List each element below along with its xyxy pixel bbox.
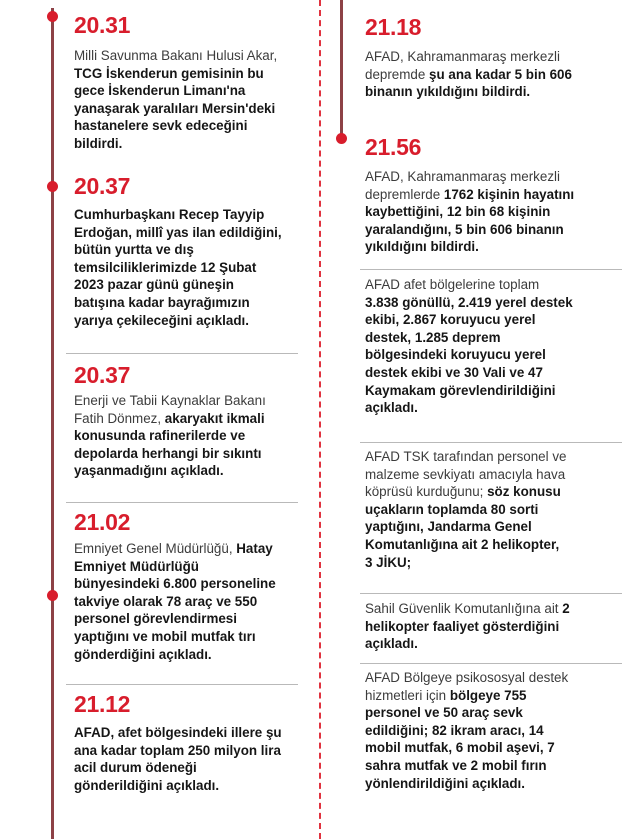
regular-text: AFAD Bölgeye psikososyal destek <box>365 670 569 685</box>
entry-time: 20.37 <box>74 173 131 199</box>
bold-text: bildirdi. <box>74 135 123 151</box>
bold-text: takviye olarak 78 araç ve 550 <box>74 593 258 609</box>
entry-line <box>365 186 574 204</box>
bold-text: temsilciliklerimizde 12 Şubat <box>74 259 257 275</box>
entry-line <box>74 117 277 135</box>
timeline-dot <box>47 590 58 601</box>
entry-line <box>365 168 574 186</box>
entry-line <box>74 462 266 480</box>
bold-text: bölgeye 755 <box>449 687 527 703</box>
entry-line <box>74 206 282 224</box>
bold-text: 1762 kişinin hayatını <box>443 186 575 202</box>
entry-line <box>74 777 282 795</box>
regular-text: Emniyet Genel Müdürlüğü, <box>74 541 237 556</box>
separator <box>360 442 622 443</box>
bold-text: uçakların toplamda 80 sorti <box>365 501 539 517</box>
entry-line <box>365 364 573 382</box>
entry-text <box>365 448 566 571</box>
bold-text: yanaşarak yaralıları Mersin'deki <box>74 100 276 116</box>
bold-text: açıkladı. <box>365 400 418 416</box>
entry-line <box>365 276 573 294</box>
bold-text: Erdoğan, millî yas ilan edildiğini, <box>74 224 282 240</box>
entry-line <box>74 410 266 428</box>
bold-text: edildiğini; 82 ikram aracı, 14 <box>365 722 544 738</box>
bold-text: Hatay <box>236 541 273 556</box>
regular-text: depremlerde <box>365 186 444 202</box>
entry-line <box>365 775 568 793</box>
entry-text <box>365 600 570 653</box>
bold-text: batışına kadar bayrağımızın <box>74 294 250 310</box>
entry-line <box>365 48 572 66</box>
entry-line <box>74 742 282 760</box>
bold-text: yaralandığını, 5 bin 606 binanın <box>365 221 564 237</box>
column-divider <box>319 0 321 839</box>
timeline-line-left <box>51 8 54 839</box>
regular-text: Sahil Güvenlik Komutanlığına ait <box>365 601 563 616</box>
entry-line <box>365 382 573 400</box>
entry-line <box>74 540 276 558</box>
entry-time: 21.18 <box>365 14 422 40</box>
bold-text: AFAD, afet bölgesindeki illere şu <box>74 725 282 740</box>
bold-text: binanın yıkıldığını bildirdi. <box>365 84 531 100</box>
entry-line <box>74 628 276 646</box>
entry-line <box>365 518 566 536</box>
entry-line <box>74 593 276 611</box>
bold-text: ekibi, 2.867 koruyucu yerel <box>365 312 536 328</box>
entry-line <box>74 610 276 628</box>
entry-line <box>74 294 282 312</box>
entry-line <box>74 558 276 576</box>
entry-line <box>74 224 282 242</box>
bold-text: gönderildiğini açıkladı. <box>74 777 220 793</box>
entry-line <box>365 83 572 101</box>
bold-text: Komutanlığına ait 2 helikopter, <box>365 536 560 552</box>
bold-text: depolarda herhangi bir sıkıntı <box>74 445 262 461</box>
regular-text: köprüsü kurduğunu; <box>365 484 488 500</box>
regular-text: Fatih Dönmez, <box>74 410 165 426</box>
bold-text: TCG İskenderun gemisinin bu <box>74 65 264 81</box>
bold-text: destek ekibi ve 30 Vali ve 47 <box>365 364 543 380</box>
entry-text <box>74 724 282 794</box>
bold-text: akaryakıt ikmali <box>164 410 265 426</box>
bold-text: mobil mutfak, 6 mobil aşevi, 7 <box>365 740 555 756</box>
bold-text: Kaymakam görevlendirildiğini <box>365 382 556 398</box>
entry-text <box>365 276 573 417</box>
bold-text: açıkladı. <box>365 636 418 652</box>
bold-text: 2 <box>562 601 570 616</box>
entry-line <box>74 427 266 445</box>
entry-line <box>74 82 277 100</box>
bold-text: yaptığını, Jandarma Genel <box>365 519 532 535</box>
right-column <box>326 0 640 839</box>
bold-text: personel ve 50 araç sevk <box>365 705 523 721</box>
entry-line <box>365 221 574 239</box>
separator <box>360 663 622 664</box>
bold-text: yaşanmadığını açıkladı. <box>74 463 224 479</box>
regular-text: AFAD afet bölgelerine toplam <box>365 277 540 292</box>
timeline-line-right <box>340 0 343 137</box>
regular-text: AFAD, Kahramanmaraş merkezli <box>365 169 560 184</box>
entry-line <box>365 203 574 221</box>
entry-line <box>74 241 282 259</box>
bold-text: 3 JİKU; <box>365 554 412 570</box>
bold-text: şu ana kadar 5 bin 606 <box>429 66 572 82</box>
regular-text: depremde <box>365 66 430 82</box>
entry-line <box>365 739 568 757</box>
entry-line <box>74 312 282 330</box>
entry-text <box>365 669 568 792</box>
bold-text: Cumhurbaşkanı Recep Tayyip <box>74 207 265 222</box>
regular-text: Enerji ve Tabii Kaynaklar Bakanı <box>74 393 266 408</box>
entry-line <box>74 276 282 294</box>
entry-text <box>74 392 266 480</box>
entry-line <box>365 466 566 484</box>
separator <box>66 502 298 503</box>
entry-time: 21.56 <box>365 134 422 160</box>
bold-text: personel görevlendirmesi <box>74 611 237 627</box>
bold-text: destek, 1.285 deprem <box>365 329 501 345</box>
entry-text <box>74 47 277 153</box>
entry-line <box>365 635 570 653</box>
bold-text: gece İskenderun Limanı'na <box>74 83 246 99</box>
entry-line <box>74 100 277 118</box>
entry-line <box>74 259 282 277</box>
entry-text <box>74 540 276 663</box>
bold-text: acil durum ödeneği <box>74 760 197 776</box>
bold-text: ana kadar toplam 250 milyon lira <box>74 742 281 758</box>
regular-text: malzeme sevkiyatı amacıyla hava <box>365 466 566 482</box>
entry-line <box>365 294 573 312</box>
separator <box>66 353 298 354</box>
entry-time: 21.02 <box>74 509 131 535</box>
entry-line <box>365 687 568 705</box>
entry-line <box>365 483 566 501</box>
timeline-dot <box>47 11 58 22</box>
entry-line <box>74 575 276 593</box>
entry-line <box>74 724 282 742</box>
bold-text: bütün yurtta ve dış <box>74 242 194 258</box>
bold-text: yönlendirildiğini açıkladı. <box>365 775 525 791</box>
entry-line <box>365 600 570 618</box>
entry-line <box>365 554 566 572</box>
bold-text: Emniyet Müdürlüğü <box>74 558 199 574</box>
bold-text: helikopter faaliyet gösterdiğini <box>365 618 560 634</box>
entry-line <box>365 399 573 417</box>
entry-line <box>365 448 566 466</box>
separator <box>360 269 622 270</box>
bold-text: bölgesindeki koruyucu yerel <box>365 347 546 363</box>
entry-line <box>74 646 276 664</box>
entry-time: 20.37 <box>74 362 131 388</box>
entry-line <box>74 135 277 153</box>
entry-line <box>74 392 266 410</box>
entry-text <box>365 168 574 256</box>
bold-text: 2023 pazar günü güneşin <box>74 277 234 293</box>
bold-text: 3.838 gönüllü, 2.419 yerel destek <box>365 294 573 310</box>
entry-line <box>74 47 277 65</box>
bold-text: hastanelere sevk edeceğini <box>74 118 248 134</box>
bold-text: söz konusu <box>487 484 561 500</box>
bold-text: sahra mutfak ve 2 mobil fırın <box>365 757 547 773</box>
timeline-dot <box>336 133 347 144</box>
bold-text: konusunda rafinerilerde ve <box>74 428 246 444</box>
regular-text: hizmetleri için <box>365 687 450 703</box>
bold-text: yaptığını ve mobil mutfak tırı <box>74 628 256 644</box>
entry-line <box>365 346 573 364</box>
entry-line <box>365 704 568 722</box>
bold-text: yarıya çekileceğini açıkladı. <box>74 312 249 328</box>
separator <box>66 684 298 685</box>
entry-line <box>365 669 568 687</box>
entry-line <box>74 759 282 777</box>
bold-text: gönderdiğini açıkladı. <box>74 646 212 662</box>
entry-line <box>365 238 574 256</box>
timeline-dot <box>47 181 58 192</box>
entry-line <box>74 445 266 463</box>
entry-text <box>365 48 572 101</box>
entry-line <box>365 501 566 519</box>
entry-line <box>74 65 277 83</box>
entry-line <box>365 722 568 740</box>
entry-time: 20.31 <box>74 12 131 38</box>
entry-text <box>74 206 282 329</box>
bold-text: yıkıldığını bildirdi. <box>365 239 479 255</box>
bold-text: kaybettiğini, 12 bin 68 kişinin <box>365 204 551 220</box>
entry-line <box>365 66 572 84</box>
separator <box>360 593 622 594</box>
entry-line <box>365 329 573 347</box>
entry-line <box>365 757 568 775</box>
regular-text: AFAD, Kahramanmaraş merkezli <box>365 49 560 64</box>
regular-text: Milli Savunma Bakanı Hulusi Akar, <box>74 48 278 63</box>
bold-text: bünyesindeki 6.800 personeline <box>74 576 276 592</box>
entry-line <box>365 536 566 554</box>
entry-line <box>365 618 570 636</box>
regular-text: AFAD TSK tarafından personel ve <box>365 449 567 464</box>
entry-line <box>365 311 573 329</box>
entry-time: 21.12 <box>74 691 131 717</box>
